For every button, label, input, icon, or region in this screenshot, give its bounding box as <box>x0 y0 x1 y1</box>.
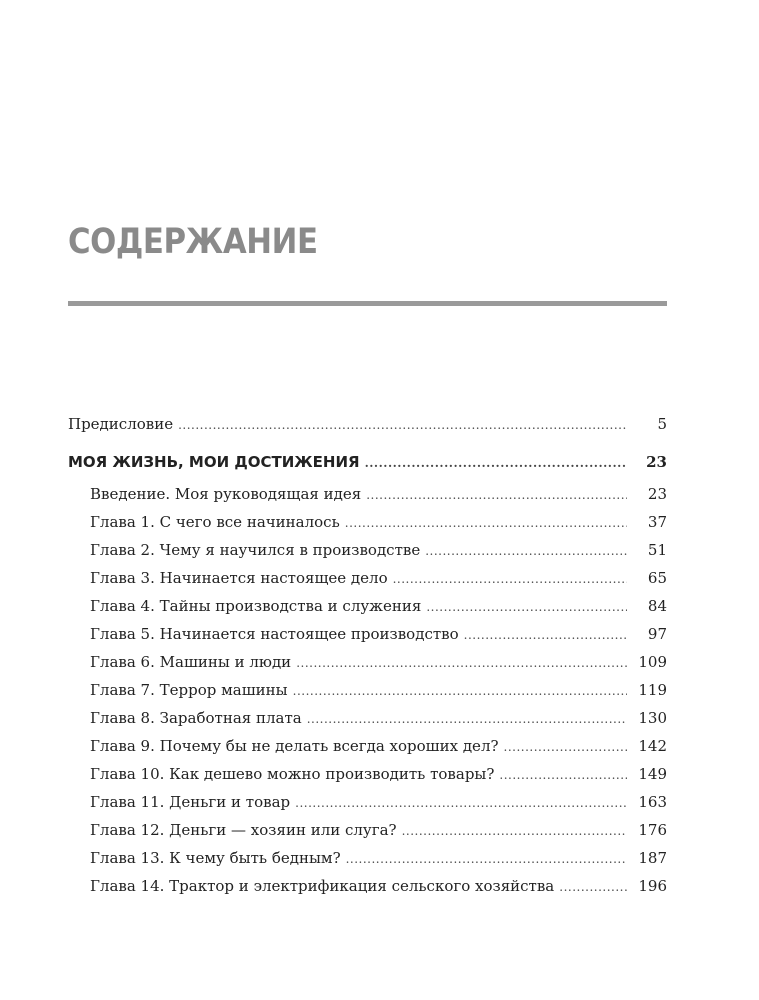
toc-entry-label: Глава 11. Деньги и товар <box>90 793 291 811</box>
toc-leader-dots <box>559 873 627 901</box>
toc-entry-label: Глава 1. С чего все начиналось <box>90 513 340 531</box>
toc-leader-dots <box>426 593 627 621</box>
toc-part-heading[interactable] <box>68 448 667 476</box>
toc-entry[interactable] <box>68 816 667 844</box>
toc-leader-dots <box>393 565 627 593</box>
toc-entry-label: Глава 14. Трактор и электрификация сельского хозяйства <box>90 877 555 895</box>
toc-entry-page: 5 <box>657 415 667 433</box>
toc-leader-dots <box>504 733 627 761</box>
toc-leader-dots <box>293 677 627 705</box>
toc-entry[interactable] <box>68 648 667 676</box>
toc-entry[interactable] <box>68 844 667 872</box>
toc-leader-dots <box>295 789 627 817</box>
toc-entry-label: Глава 12. Деньги — хозяин или слуга? <box>90 821 397 839</box>
toc-entry-label: Глава 8. Заработная плата <box>90 709 302 727</box>
toc-leader-dots <box>345 509 627 537</box>
toc-leader-dots <box>307 705 627 733</box>
toc-entry[interactable] <box>68 760 667 788</box>
toc-entry[interactable] <box>68 480 667 508</box>
toc-entry-label: Введение. Моя руководящая идея <box>90 485 362 503</box>
toc-entry-label: Предисловие <box>68 415 174 433</box>
toc-entry[interactable] <box>68 872 667 900</box>
toc-entry-label: Глава 2. Чему я научился в производстве <box>90 541 421 559</box>
toc-entry-page: 196 <box>638 877 667 895</box>
toc-entry-label: Глава 9. Почему бы не делать всегда хороших дел? <box>90 737 499 755</box>
toc-entry-page: 149 <box>638 765 667 783</box>
toc-entry-page: 97 <box>647 625 667 643</box>
toc-entry-page: 163 <box>638 793 667 811</box>
toc-entry-page: 142 <box>638 737 667 755</box>
page-title: СОДЕРЖАНИЕ <box>68 222 318 262</box>
toc-entry-label: Глава 3. Начинается настоящее дело <box>90 569 388 587</box>
toc-leader-dots <box>499 761 627 789</box>
toc-entry[interactable] <box>68 410 667 438</box>
toc-entry-page: 176 <box>638 821 667 839</box>
toc-leader-dots <box>366 481 627 509</box>
toc-entry[interactable] <box>68 732 667 760</box>
toc-entry-label: Глава 4. Тайны производства и служения <box>90 597 422 615</box>
toc-entry[interactable] <box>68 592 667 620</box>
toc-entry-label: Глава 6. Машины и люди <box>90 653 292 671</box>
toc-leader-dots <box>346 845 627 873</box>
toc-leader-dots <box>365 449 627 477</box>
toc-entry-page: 65 <box>647 569 667 587</box>
toc-entry-label: МОЯ ЖИЗНЬ, МОИ ДОСТИЖЕНИЯ <box>68 453 360 471</box>
toc-entry-page: 23 <box>647 485 667 503</box>
toc-entry-page: 187 <box>638 849 667 867</box>
toc-entry[interactable] <box>68 620 667 648</box>
toc-entry[interactable] <box>68 564 667 592</box>
toc-entry-label: Глава 10. Как дешево можно производить товары? <box>90 765 495 783</box>
toc-entry[interactable] <box>68 536 667 564</box>
toc-entry-page: 84 <box>647 597 667 615</box>
toc-entry-label: Глава 7. Террор машины <box>90 681 288 699</box>
table-of-contents <box>68 410 667 900</box>
title-divider <box>68 301 667 306</box>
toc-entry-page: 109 <box>638 653 667 671</box>
toc-entry-page: 23 <box>646 453 667 471</box>
toc-leader-dots <box>402 817 627 845</box>
toc-entry[interactable] <box>68 704 667 732</box>
toc-leader-dots <box>296 649 627 677</box>
toc-entry-label: Глава 5. Начинается настоящее производство <box>90 625 459 643</box>
toc-leader-dots <box>464 621 627 649</box>
toc-entry[interactable] <box>68 508 667 536</box>
toc-entry-page: 119 <box>638 681 667 699</box>
toc-entry-page: 37 <box>647 513 667 531</box>
toc-entry-page: 130 <box>638 709 667 727</box>
toc-entry-label: Глава 13. К чему быть бедным? <box>90 849 341 867</box>
toc-entry-page: 51 <box>647 541 667 559</box>
toc-entry[interactable] <box>68 788 667 816</box>
toc-entry[interactable] <box>68 676 667 704</box>
toc-leader-dots <box>425 537 627 565</box>
toc-leader-dots <box>178 411 627 439</box>
